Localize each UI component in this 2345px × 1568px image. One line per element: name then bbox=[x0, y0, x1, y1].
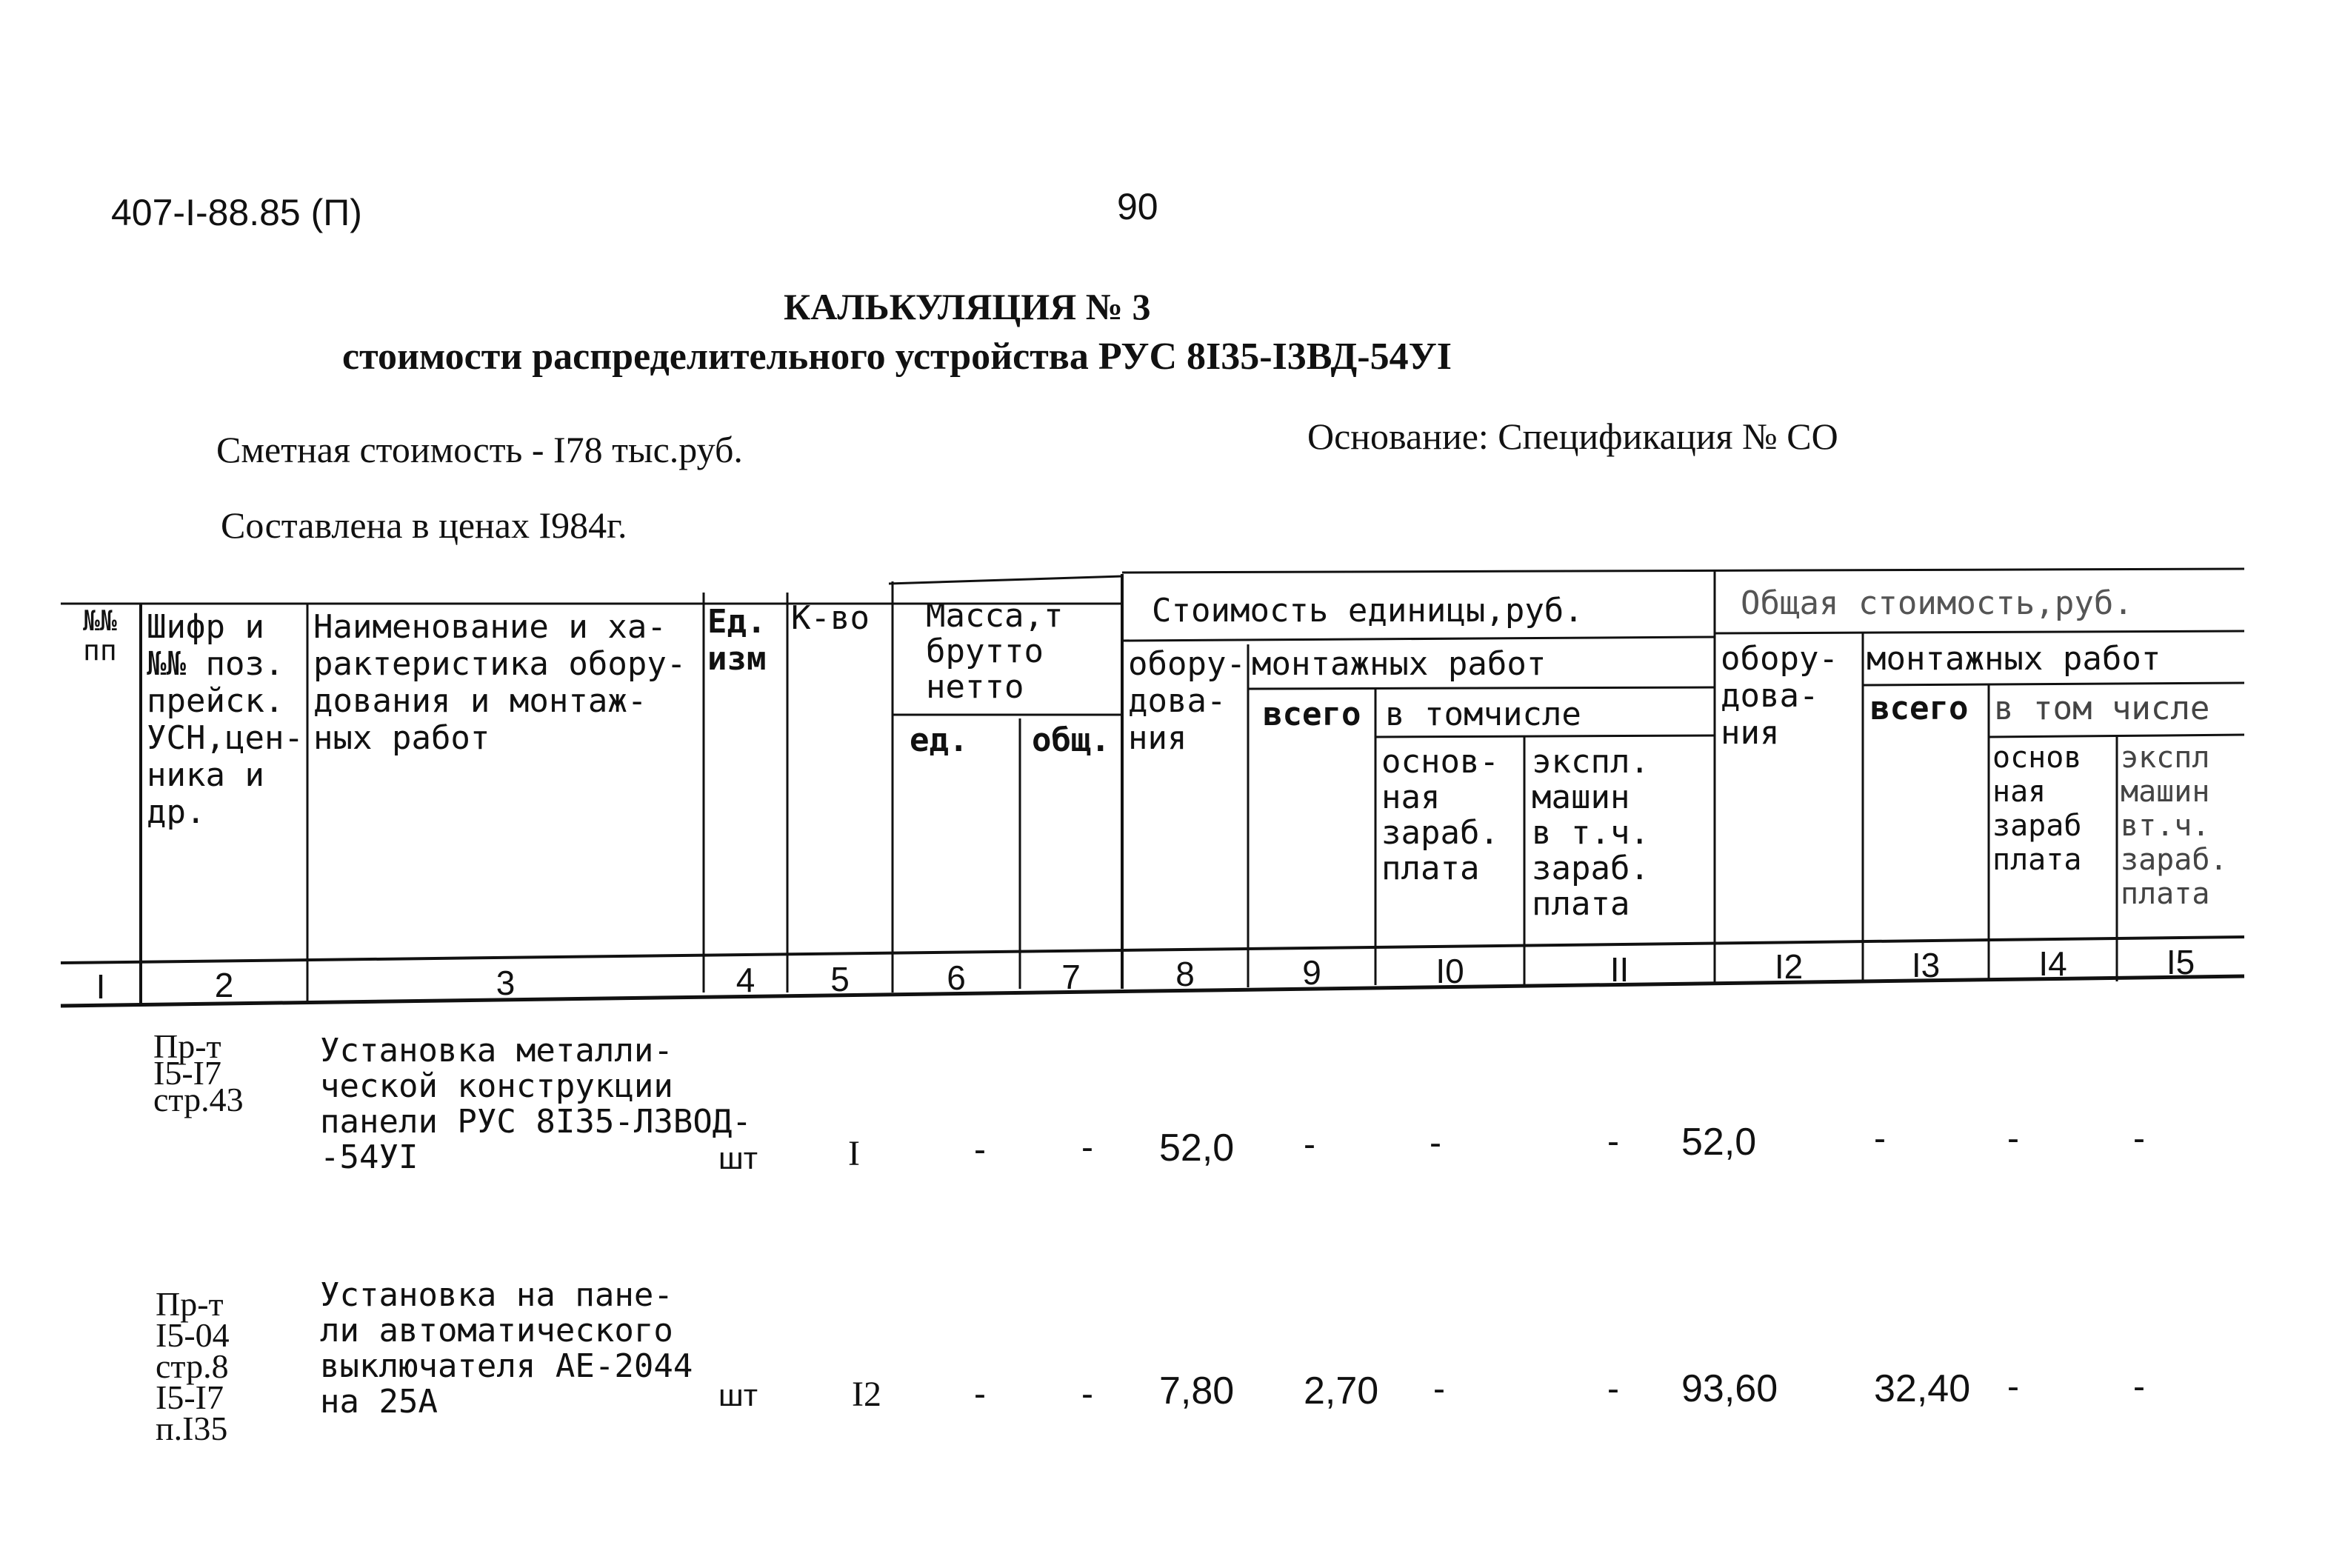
row-name: Установка на пане- ли автоматического выключателя АЕ-2044 на 25А bbox=[320, 1276, 693, 1421]
col-header-install-total: всего bbox=[1263, 695, 1361, 733]
row-total-wage: - bbox=[2007, 1119, 2019, 1158]
col-number: 7 bbox=[1061, 958, 1081, 996]
estimated-cost: Сметная стоимость - I78 тыс.руб. bbox=[216, 429, 743, 470]
row-unit: шт bbox=[718, 1378, 758, 1412]
col-header-name: Наименование и ха- рактеристика обору- дования и монтаж- ных работ bbox=[313, 608, 687, 757]
row-base-wage: - bbox=[1433, 1370, 1445, 1409]
col-header-mass-total: общ. bbox=[1032, 721, 1110, 759]
row-total-machine: - bbox=[2133, 1367, 2145, 1407]
row-equip-cost: 7,80 bbox=[1159, 1370, 1235, 1412]
row-code: Пр-т I5-04 стр.8 I5-I7 п.I35 bbox=[156, 1285, 230, 1447]
col-header-mass: Масса,т брутто нетто bbox=[926, 597, 1064, 706]
col-header-base-wage: основ- ная зараб. плата bbox=[1381, 743, 1499, 887]
row-machine: - bbox=[1607, 1370, 1619, 1409]
col-header-machine-ops2: экспл машин вт.ч. зараб. плата bbox=[2121, 741, 2228, 911]
row-total-machine: - bbox=[2133, 1119, 2145, 1158]
row-equip-cost: 52,0 bbox=[1159, 1127, 1235, 1170]
document-subtitle: стоимости распределительного устройства РУС 8I35-I3ВД-54УI bbox=[342, 336, 1452, 378]
col-header-qty: К-во bbox=[791, 599, 870, 637]
prices-note: Составлена в ценах I984г. bbox=[221, 504, 627, 546]
col-header-equipment2: обору- дова- ния bbox=[1721, 640, 1838, 752]
col-header-unit-cost: Стоимость единицы,руб. bbox=[1152, 592, 1584, 630]
row-qty: I2 bbox=[852, 1375, 881, 1414]
row-total-equip: 52,0 bbox=[1681, 1121, 1757, 1164]
col-number: 3 bbox=[496, 964, 516, 1002]
document-code: 407-I-88.85 (П) bbox=[111, 192, 362, 233]
col-header-install-works: монтажных работ bbox=[1252, 645, 1547, 683]
col-header-install-works2: монтажных работ bbox=[1867, 640, 2161, 678]
row-code: Пр-т I5-I7 стр.43 bbox=[153, 1027, 244, 1118]
col-number: 5 bbox=[830, 960, 850, 998]
row-mass-total: - bbox=[1081, 1128, 1093, 1167]
row-unit: шт bbox=[718, 1141, 758, 1175]
col-header-install-total2: всего bbox=[1870, 690, 1969, 727]
row-total-wage: - bbox=[2007, 1367, 2019, 1407]
col-number: 4 bbox=[735, 961, 755, 999]
col-header-including2: в том числе bbox=[1994, 690, 2210, 727]
col-header-including: в томчисле bbox=[1385, 695, 1581, 733]
col-number: 9 bbox=[1302, 953, 1321, 992]
row-total-equip: 93,60 bbox=[1681, 1367, 1778, 1410]
col-number: I3 bbox=[1911, 946, 1941, 984]
col-header-machine-ops: экспл. машин в т.ч. зараб. плата bbox=[1532, 743, 1649, 923]
col-header-mass-unit: ед. bbox=[910, 721, 969, 759]
col-header-unit: Ед. изм bbox=[707, 603, 767, 678]
row-machine: - bbox=[1607, 1122, 1619, 1161]
col-header-number: №№ пп bbox=[83, 604, 117, 667]
row-total-install: - bbox=[1874, 1119, 1886, 1158]
row-base-wage: - bbox=[1430, 1124, 1441, 1163]
document-title: КАЛЬКУЛЯЦИЯ № 3 bbox=[784, 286, 1151, 327]
col-number: I0 bbox=[1435, 952, 1464, 990]
row-name: Установка металли- ческой конструкции панели РУС 8I35-ЛЗВОД- -54УI bbox=[320, 1032, 752, 1176]
row-mass-total: - bbox=[1081, 1375, 1093, 1414]
col-number: I5 bbox=[2166, 943, 2195, 981]
row-qty: I bbox=[848, 1134, 860, 1173]
page-number: 90 bbox=[1117, 186, 1158, 227]
col-number: 8 bbox=[1175, 955, 1195, 993]
row-install-total: 2,70 bbox=[1304, 1370, 1379, 1412]
basis-note: Основание: Спецификация № СО bbox=[1307, 416, 1838, 457]
col-number: 2 bbox=[214, 966, 234, 1004]
row-total-install: 32,40 bbox=[1874, 1367, 1971, 1410]
col-number: 6 bbox=[947, 958, 966, 997]
col-header-code: Шифр и №№ поз. прейск. УСН,цен- ника и др. bbox=[147, 608, 304, 831]
col-number: I2 bbox=[1774, 947, 1804, 986]
col-header-base-wage2: основ ная зараб плата bbox=[1992, 741, 2082, 877]
row-install-total: - bbox=[1304, 1125, 1315, 1164]
col-number: I bbox=[96, 967, 106, 1006]
row-mass-unit: - bbox=[974, 1375, 986, 1414]
row-mass-unit: - bbox=[974, 1130, 986, 1170]
col-header-equipment: обору- дова- ния bbox=[1128, 645, 1246, 757]
col-number: I4 bbox=[2038, 944, 2067, 983]
col-header-total-cost: Общая стоимость,руб. bbox=[1741, 584, 2133, 622]
col-number: II bbox=[1610, 950, 1630, 989]
